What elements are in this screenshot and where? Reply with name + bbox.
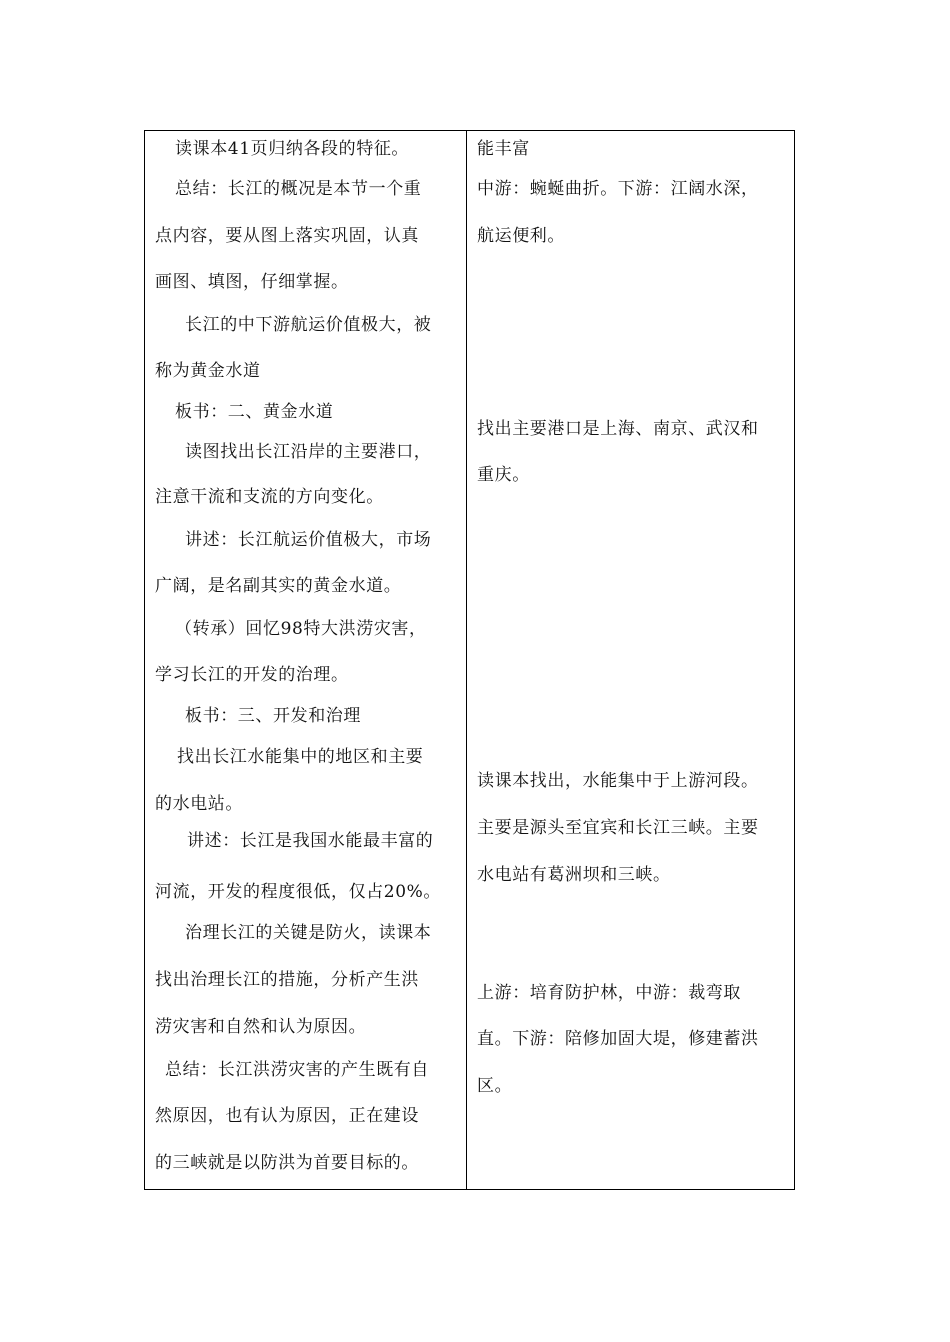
left-line-2: 总结：长江的概况是本节一个重 (175, 179, 422, 199)
left-line-14: 板书：三、开发和治理 (185, 706, 361, 726)
left-line-3: 点内容，要从图上落实巩固，认真 (155, 226, 419, 246)
left-line-4: 画图、填图，仔细掌握。 (155, 272, 349, 292)
left-line-21: 涝灾害和自然和认为原因。 (155, 1017, 367, 1037)
lesson-table (144, 130, 795, 1190)
left-line-11: 广阔，是名副其实的黄金水道。 (155, 576, 402, 596)
right-line-8: 水电站有葛洲坝和三峡。 (477, 865, 671, 885)
left-line-6: 称为黄金水道 (155, 361, 261, 381)
left-line-16: 的水电站。 (155, 794, 243, 814)
left-line-23: 然原因，也有认为原因，正在建设 (155, 1106, 419, 1126)
left-line-5: 长江的中下游航运价值极大，被 (185, 315, 432, 335)
left-line-18: 河流，开发的程度很低，仅占20%。 (155, 882, 441, 902)
left-line-13: 学习长江的开发的治理。 (155, 665, 349, 685)
left-line-8: 读图找出长江沿岸的主要港口， (185, 442, 432, 462)
left-line-17: 讲述：长江是我国水能最丰富的 (187, 831, 434, 851)
left-line-20: 找出治理长江的措施，分析产生洪 (155, 970, 419, 990)
right-line-11: 区。 (477, 1076, 513, 1096)
right-line-3: 航运便利。 (477, 226, 565, 246)
student-activity-column (467, 131, 794, 1189)
teacher-activity-column (145, 131, 466, 1189)
right-line-5: 重庆。 (477, 465, 530, 485)
left-line-24: 的三峡就是以防洪为首要目标的。 (155, 1153, 419, 1173)
left-line-1: 读课本41页归纳各段的特征。 (175, 139, 410, 159)
left-line-7: 板书：二、黄金水道 (175, 402, 334, 422)
left-line-9: 注意干流和支流的方向变化。 (155, 487, 384, 507)
right-line-1: 能丰富 (477, 139, 530, 159)
left-line-10: 讲述：长江航运价值极大，市场 (185, 530, 432, 550)
right-line-9: 上游：培育防护林，中游：裁弯取 (477, 983, 741, 1003)
left-line-12: （转承）回忆98特大洪涝灾害， (175, 619, 427, 639)
right-line-7: 主要是源头至宜宾和长江三峡。主要 (477, 818, 759, 838)
right-line-2: 中游：蜿蜒曲折。下游：江阔水深， (477, 179, 759, 199)
right-line-6: 读课本找出，水能集中于上游河段。 (477, 771, 759, 791)
right-line-10: 直。下游：陪修加固大堤，修建蓄洪 (477, 1029, 759, 1049)
left-line-15: 找出长江水能集中的地区和主要 (177, 747, 424, 767)
left-line-19: 治理长江的关键是防火，读课本 (185, 923, 432, 943)
right-line-4: 找出主要港口是上海、南京、武汉和 (477, 419, 759, 439)
left-line-22: 总结：长江洪涝灾害的产生既有自 (165, 1060, 429, 1080)
